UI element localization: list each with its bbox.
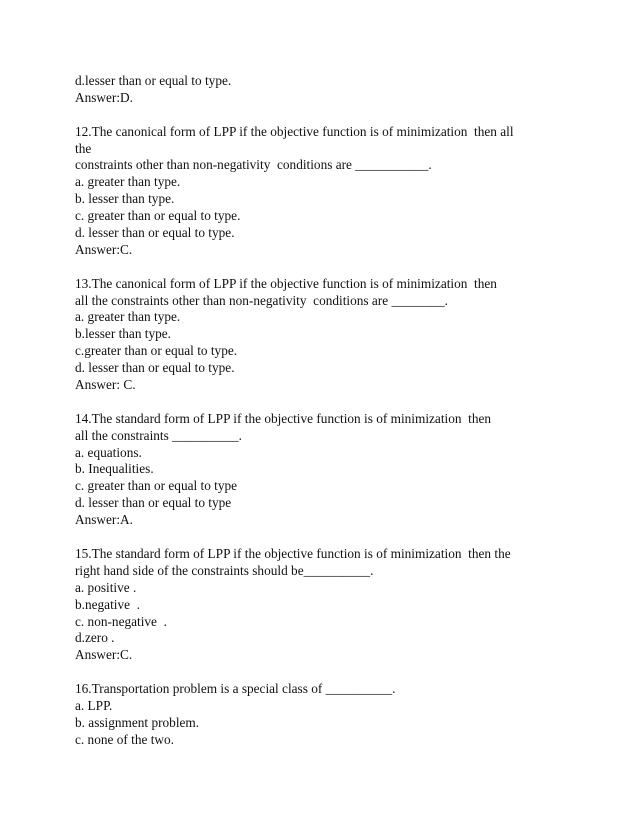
text-line: d.lesser than or equal to type. bbox=[75, 73, 232, 88]
text-line: 13.The canonical form of LPP if the objective function is of minimization then bbox=[75, 275, 497, 291]
text-line: the bbox=[75, 140, 92, 156]
text-line: constraints other than non-negativity conditions are ___________. bbox=[75, 157, 432, 173]
text-line: d.zero . bbox=[75, 630, 115, 646]
text-line: 16.Transportation problem is a special class of __________. bbox=[75, 681, 396, 697]
blank-line bbox=[75, 259, 575, 276]
text-line: c. non-negative . bbox=[75, 613, 167, 629]
text-line: c.greater than or equal to type. bbox=[75, 343, 238, 359]
text-line: Answer:C. bbox=[75, 647, 133, 663]
text-line: all the constraints __________. bbox=[75, 427, 242, 443]
text-line: d. lesser than or equal to type bbox=[75, 495, 232, 511]
text-line: Answer:D. bbox=[75, 89, 133, 105]
text-line: right hand side of the constraints should be__________. bbox=[75, 562, 374, 578]
blank-line bbox=[75, 394, 575, 411]
text-line: Answer:C. bbox=[75, 241, 133, 257]
text-line: a. greater than type. bbox=[75, 174, 181, 190]
blank-line bbox=[75, 529, 575, 546]
text-line: c. greater than or equal to type. bbox=[75, 208, 241, 224]
document-text bbox=[75, 73, 575, 749]
text-line: d. lesser than or equal to type. bbox=[75, 225, 235, 241]
text-line: Answer: C. bbox=[75, 377, 136, 393]
text-line: a. positive . bbox=[75, 579, 137, 595]
text-line: a. equations. bbox=[75, 444, 142, 460]
blank-line bbox=[75, 664, 575, 681]
text-line: b. Inequalities. bbox=[75, 461, 154, 477]
blank-line bbox=[75, 107, 575, 124]
text-line: b.lesser than type. bbox=[75, 326, 172, 342]
text-line: 15.The standard form of LPP if the objective function is of minimization then the bbox=[75, 545, 511, 561]
text-line: 14.The standard form of LPP if the objective function is of minimization then bbox=[75, 410, 492, 426]
text-line: b. lesser than type. bbox=[75, 191, 175, 207]
text-line: d. lesser than or equal to type. bbox=[75, 360, 235, 376]
text-line: c. none of the two. bbox=[75, 731, 174, 747]
text-line: Answer:A. bbox=[75, 512, 133, 528]
text-line: c. greater than or equal to type bbox=[75, 478, 238, 494]
text-line: a. LPP. bbox=[75, 697, 113, 713]
text-line: b. assignment problem. bbox=[75, 714, 200, 730]
text-line: all the constraints other than non-negativity conditions are ________. bbox=[75, 292, 448, 308]
text-line: 12.The canonical form of LPP if the objective function is of minimization then all bbox=[75, 123, 514, 139]
text-line: a. greater than type. bbox=[75, 309, 181, 325]
text-line: b.negative . bbox=[75, 596, 140, 612]
